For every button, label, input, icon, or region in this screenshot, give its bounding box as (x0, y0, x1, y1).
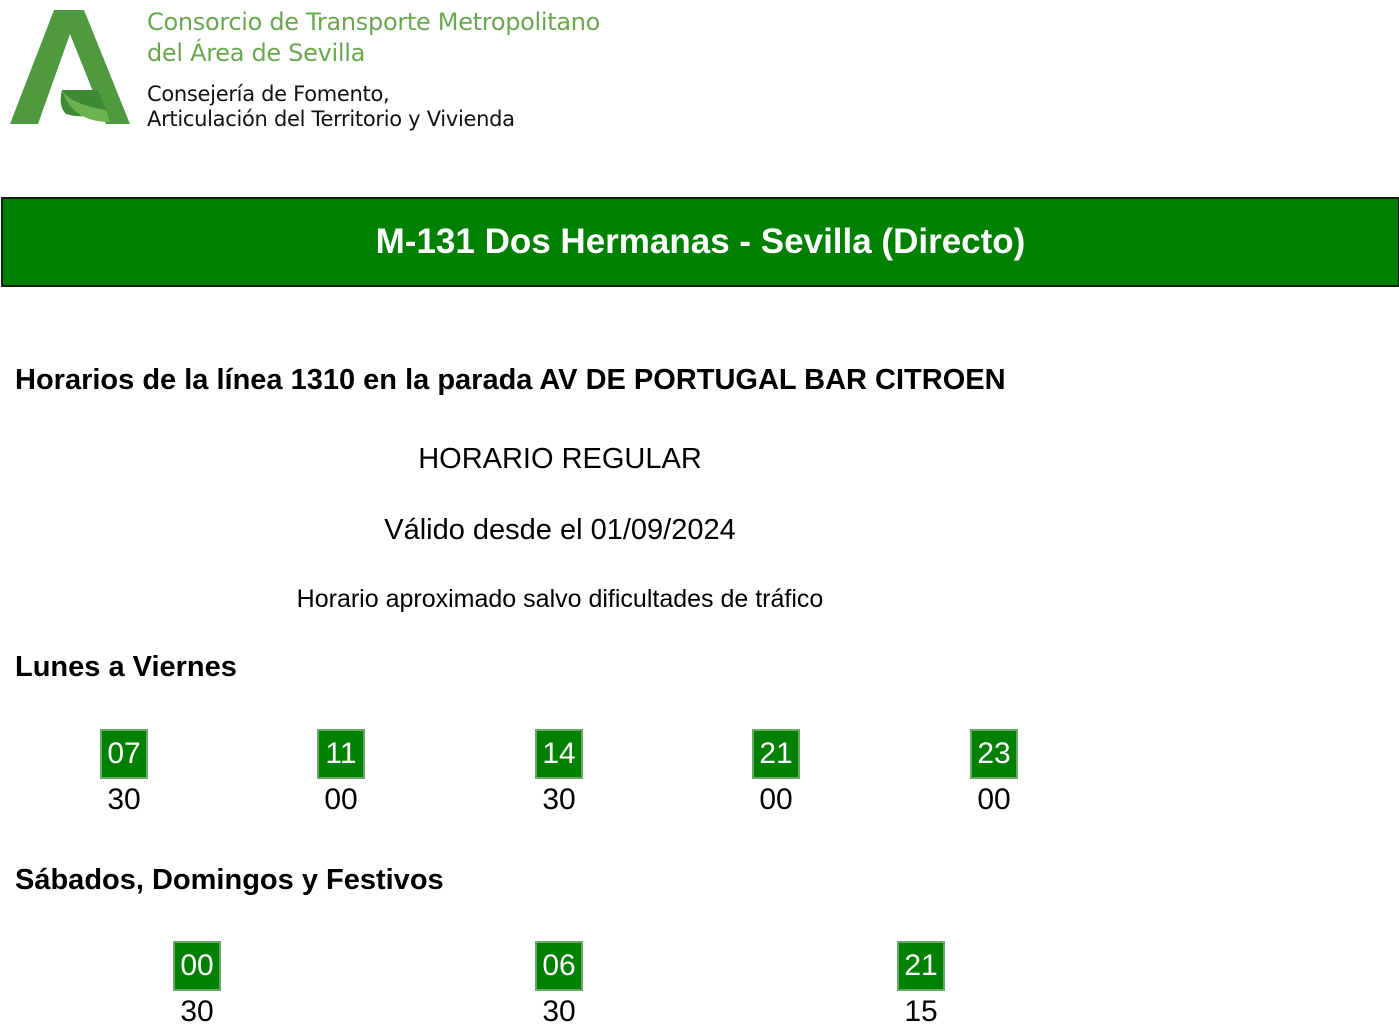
weekend-time-2 (514, 941, 604, 1029)
minute-value: 00 (759, 783, 793, 816)
weekday-time-3 (514, 729, 604, 817)
minute-value: 00 (977, 783, 1011, 816)
weekend-time-3 (876, 941, 966, 1029)
schedule-type: HORARIO REGULAR (418, 443, 702, 475)
minute-value: 00 (324, 783, 358, 816)
hour-box: 21 (897, 941, 945, 991)
valid-from-date: Válido desde el 01/09/2024 (384, 514, 736, 546)
minute-value: 30 (542, 995, 576, 1028)
junta-andalucia-a-logo-icon (10, 10, 132, 128)
org-name-line2: del Área de Sevilla (147, 39, 365, 67)
weekday-time-4 (731, 729, 821, 817)
org-name-line1: Consorcio de Transporte Metropolitano (147, 8, 601, 36)
weekday-time-1 (79, 729, 169, 817)
weekday-time-2 (296, 729, 386, 817)
hour-box: 21 (752, 729, 800, 779)
minute-value: 30 (107, 783, 141, 816)
department-line2: Articulación del Territorio y Vivienda (147, 107, 515, 131)
route-title: M-131 Dos Hermanas - Sevilla (Directo) (375, 222, 1026, 261)
minute-value: 30 (180, 995, 214, 1028)
weekday-time-5 (949, 729, 1039, 817)
weekdays-heading: Lunes a Viernes (15, 651, 237, 683)
minute-value: 15 (904, 995, 938, 1028)
department-line1: Consejería de Fomento, (147, 82, 390, 106)
hour-box: 07 (100, 729, 148, 779)
stop-heading: Horarios de la línea 1310 en la parada AV DE PORTUGAL BAR CITROEN (15, 364, 1006, 396)
route-banner (1, 197, 1399, 287)
hour-box: 23 (970, 729, 1018, 779)
minute-value: 30 (542, 783, 576, 816)
hour-box: 14 (535, 729, 583, 779)
hour-box: 06 (535, 941, 583, 991)
hour-box: 11 (317, 729, 365, 779)
weekend-time-1 (152, 941, 242, 1029)
traffic-note: Horario aproximado salvo dificultades de tráfico (296, 585, 824, 613)
weekends-heading: Sábados, Domingos y Festivos (15, 864, 444, 896)
hour-box: 00 (173, 941, 221, 991)
